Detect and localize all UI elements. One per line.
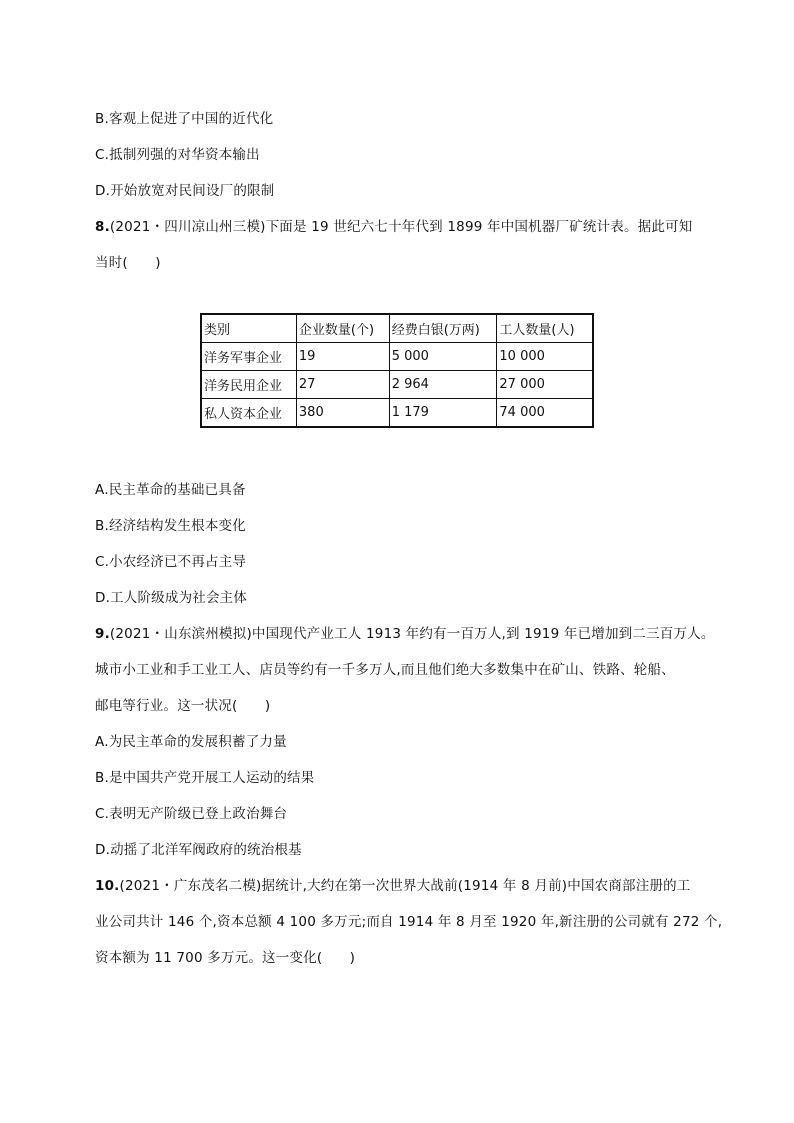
q10-stem-text: (2021・广东茂名二模)据统计,大约在第一次世界大战前(1914 年 8 月前)中国农商部注册的工: [119, 878, 691, 894]
factory-stats-table: [200, 313, 594, 428]
q10-number: 10.: [95, 878, 120, 894]
table-cell: 27 000: [497, 371, 593, 399]
q9-number: 9.: [95, 626, 110, 642]
table-cell: 5 000: [389, 343, 497, 371]
q8-stem-line1: [95, 215, 693, 235]
table-cell: 380: [296, 399, 389, 428]
table-cell: 1 179: [389, 399, 497, 428]
q10-stem-line1: [95, 874, 691, 894]
q10-stem-line2: 业公司共计 146 个,资本总额 4 100 多万元;而自 1914 年 8 月至 1920 年,新注册的公司就有 272 个,: [95, 914, 723, 930]
table-cell: 27: [296, 371, 389, 399]
table-cell: 10 000: [497, 343, 593, 371]
table-cell: 洋务军事企业: [201, 343, 296, 371]
q8-stem-text: (2021・四川凉山州三模)下面是 19 世纪六七十年代到 1899 年中国机器厂矿统计表。据此可知: [109, 219, 693, 235]
table-header-cell: 企业数量(个): [296, 314, 389, 343]
q7-option-c: C.抵制列强的对华资本输出: [95, 147, 260, 163]
q10-stem-line3: 资本额为 11 700 多万元。这一变化( ): [95, 950, 356, 966]
q8-number: 8.: [95, 219, 110, 235]
table-header-cell: 工人数量(人): [497, 314, 593, 343]
q9-option-d: D.动摇了北洋军阀政府的统治根基: [95, 842, 302, 858]
table-row: [201, 343, 593, 371]
table-header-cell: 类别: [201, 314, 296, 343]
q8-option-c: C.小农经济已不再占主导: [95, 554, 247, 570]
table-row: [201, 399, 593, 428]
q8-option-d: D.工人阶级成为社会主体: [95, 590, 248, 606]
q8-option-b: B.经济结构发生根本变化: [95, 518, 246, 534]
table-cell: 私人资本企业: [201, 399, 296, 428]
q8-option-a: A.民主革命的基础已具备: [95, 482, 246, 498]
table-cell: 洋务民用企业: [201, 371, 296, 399]
q7-option-b: B.客观上促进了中国的近代化: [95, 111, 274, 127]
q7-option-d: D.开始放宽对民间设厂的限制: [95, 183, 275, 199]
table-cell: 19: [296, 343, 389, 371]
q9-option-c: C.表明无产阶级已登上政治舞台: [95, 806, 288, 822]
table-header-cell: 经费白银(万两): [389, 314, 497, 343]
q9-stem-line2: 城市小工业和手工业工人、店员等约有一千多万人,而且他们绝大多数集中在矿山、铁路、轮船、: [95, 662, 675, 678]
q9-option-b: B.是中国共产党开展工人运动的结果: [95, 770, 315, 786]
table-cell: 74 000: [497, 399, 593, 428]
q9-stem-line3: 邮电等行业。这一状况( ): [95, 698, 271, 714]
table-row: [201, 371, 593, 399]
q9-option-a: A.为民主革命的发展积蓄了力量: [95, 734, 287, 750]
q9-stem-text: (2021・山东滨州模拟)中国现代产业工人 1913 年约有一百万人,到 1919 年已增加到二三百万人。: [109, 626, 715, 642]
q9-stem-line1: [95, 622, 715, 642]
table-header-row: [201, 314, 593, 343]
table-cell: 2 964: [389, 371, 497, 399]
q8-stem-line2: 当时( ): [95, 255, 161, 271]
